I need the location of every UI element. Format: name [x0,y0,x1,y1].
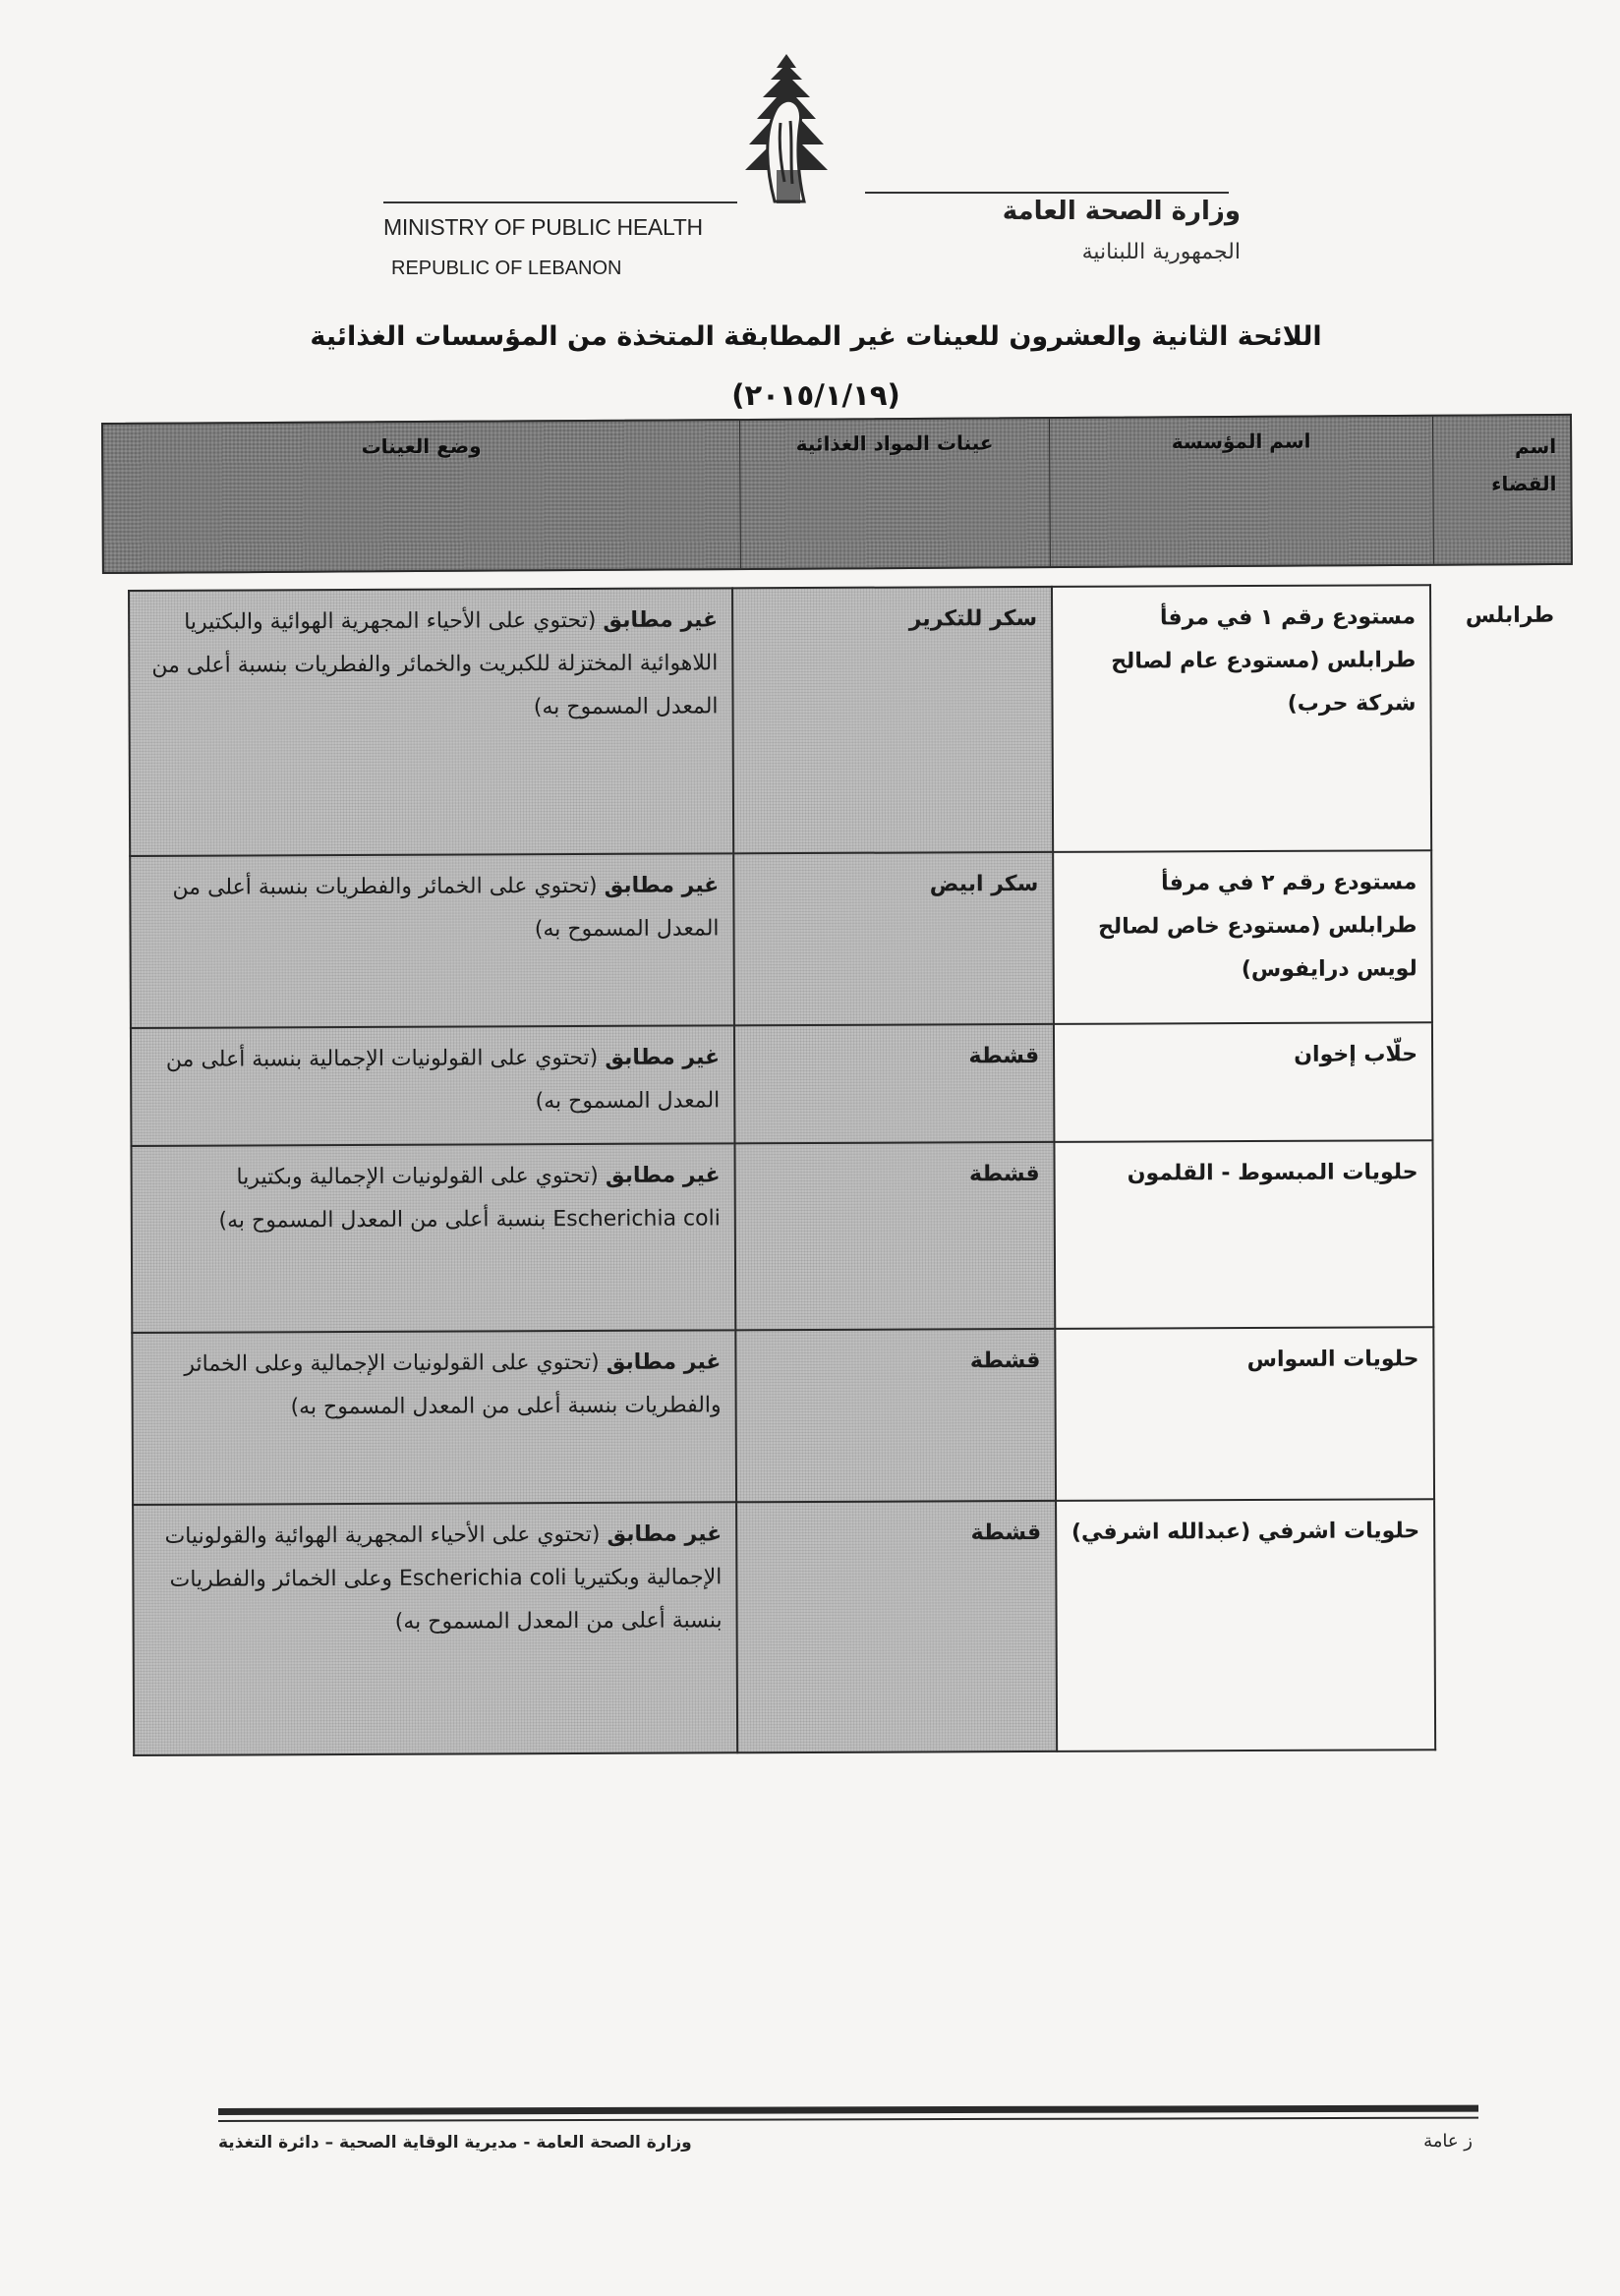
cell-district [1433,1327,1572,1500]
header-district: اسم القضاء [1432,416,1571,564]
ministry-name-english: MINISTRY OF PUBLIC HEALTH [383,214,703,240]
cell-status [129,588,733,856]
footer-rule-thin [218,2117,1478,2122]
status-label: غير مطابق [603,607,719,633]
footer-rule-thick [218,2105,1478,2115]
cell-institution: حلويات المبسوط - القلمون [1054,1140,1433,1329]
status-text: (تحتوي على القولونيات الإجمالية بنسبة أعلى من المعدل المسموح به) [165,1045,721,1115]
status-label: غير مطابق [605,1045,721,1070]
status-label: غير مطابق [606,1349,722,1375]
cell-institution: مستودع رقم ٢ في مرفأ طرابلس (مستودع خاص لصالح لويس درايفوس) [1053,850,1432,1024]
cell-institution: حلويات السواس [1055,1327,1434,1501]
status-text: (تحتوي على القولونيات الإجمالية وبكتيريا Escherichia coli بنسبة أعلى من المعدل المسموح به) [218,1163,721,1234]
cell-status [133,1502,737,1755]
table-row [129,585,1569,856]
ministry-name-arabic: وزارة الصحة العامة [1002,197,1241,226]
cell-sample: قشطة [734,1024,1055,1143]
table-row [132,1327,1572,1505]
letterhead-rule-left [383,201,737,203]
footer-initials: ز عامة [1423,2131,1473,2152]
cell-district [1431,850,1570,1023]
status-label: غير مطابق [607,1521,723,1547]
cell-status [130,853,734,1028]
status-label: غير مطابق [605,1163,721,1188]
table-row [131,1022,1571,1146]
cell-institution: حلويات اشرفي (عبدالله اشرفي) [1056,1499,1435,1751]
document-title: اللائحة الثانية والعشرون للعينات غير المطابقة المتخذة من المؤسسات الغذائية [310,321,1322,352]
letterhead-rule-right [865,192,1229,194]
header-status: وضع العينات [361,433,482,459]
cell-sample: سكر للتكرير [732,587,1053,853]
cell-sample: قشطة [736,1501,1057,1752]
cell-sample: قشطة [735,1329,1056,1502]
cell-district [1432,1022,1571,1141]
cell-institution: حلّاب إخوان [1054,1022,1433,1142]
table-header [101,414,1573,574]
cell-status [131,1143,735,1333]
cell-sample: قشطة [734,1142,1055,1330]
status-text: (تحتوي على الأحياء المجهرية الهوائية والقولونيات الإجمالية وبكتيريا Escherichia coli وعلى الخمائر والفطريات بنسبة أعلى من المعدل المسموح به) [164,1521,723,1635]
cell-status [131,1025,735,1146]
republic-name-english: REPUBLIC OF LEBANON [391,258,622,279]
cedar-tree-logo-icon [727,54,845,206]
cell-institution: مستودع رقم ١ في مرفأ طرابلس (مستودع عام لصالح شركة حرب) [1052,585,1431,852]
footer-department: وزارة الصحة العامة - مديرية الوقاية الصحية – دائرة التغذية [218,2133,692,2152]
table-row [133,1499,1573,1755]
document-date: (٢٠١٥/١/١٩) [731,378,900,412]
cell-sample: سكر ابيض [733,852,1054,1025]
status-text: (تحتوي على الخمائر والفطريات بنسبة أعلى من المعدل المسموح به) [172,873,720,943]
cell-district [1432,1140,1571,1328]
table-row [130,850,1570,1028]
table-row [131,1140,1571,1333]
cell-district: طرابلس [1465,603,1555,629]
status-label: غير مطابق [604,873,720,898]
status-text: (تحتوي على القولونيات الإجمالية وعلى الخمائر والفطريات بنسبة أعلى من المعدل المسموح به) [184,1349,722,1420]
samples-table [128,584,1573,1756]
status-text: (تحتوي على الأحياء المجهرية الهوائية والبكتيريا اللاهوائية المختزلة للكبريت والخمائر والفطريات بنسبة أعلى من المعدل المسموح به) [151,607,719,720]
republic-name-arabic: الجمهورية اللبنانية [1081,240,1241,264]
cell-district [1434,1499,1573,1751]
header-sample: عينات المواد الغذائية [739,419,1050,568]
cell-status [132,1330,736,1505]
header-institution: اسم المؤسسة [1049,417,1433,566]
